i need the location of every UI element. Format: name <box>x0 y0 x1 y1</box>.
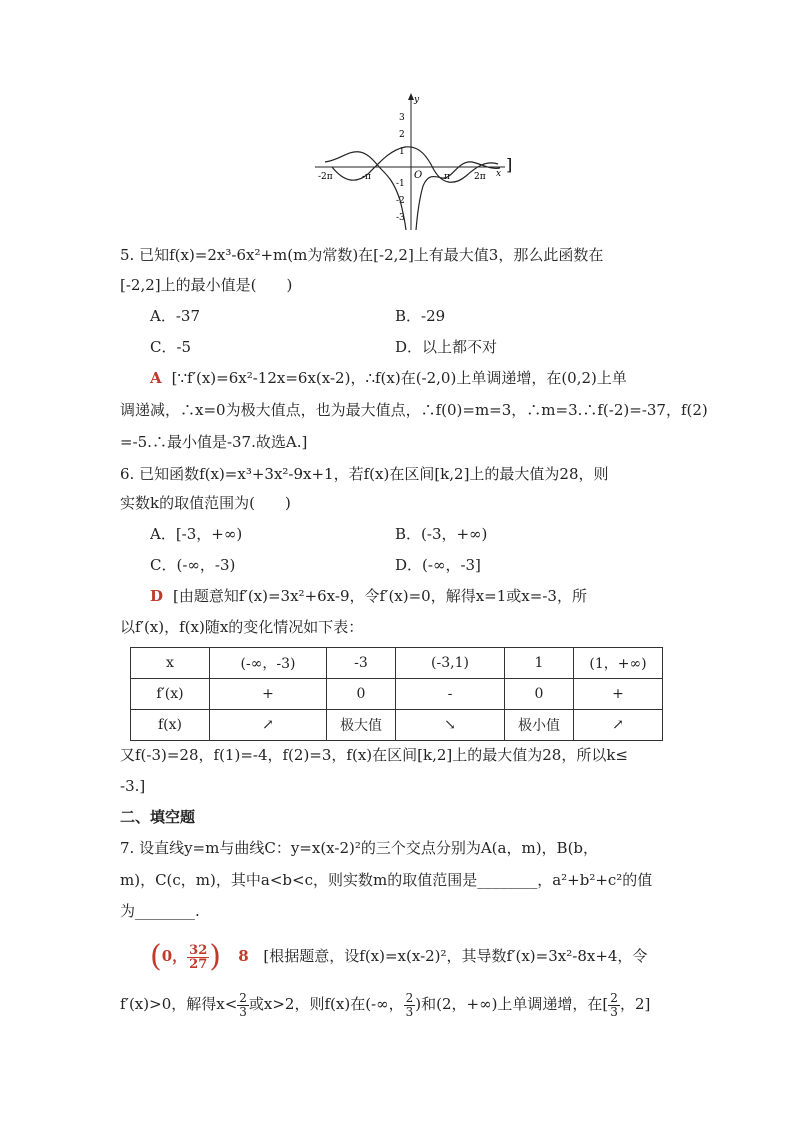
q5-solution-line2: 调递减，∴x=0为极大值点，也为最大值点，∴f(0)=m=3，∴m=3.∴f(-2)=-37，f(2) <box>120 401 708 419</box>
q6-option-d: D．(-∞，-3] <box>395 556 481 574</box>
table-cell: ↗ <box>210 710 327 741</box>
y-tick: 1 <box>399 147 405 157</box>
y-tick: -3 <box>396 213 405 223</box>
table-cell: + <box>574 679 663 710</box>
table-row <box>131 710 663 741</box>
function-graph <box>310 90 522 235</box>
q7-stem-line1: 7. 设直线y=m与曲线C：y=x(x-2)²的三个交点分别为A(a，m)，B(b， <box>120 839 599 857</box>
q7-solution-text: [根据题意，设f(x)=x(x-2)²，其导数f′(x)=3x²-8x+4，令 <box>263 947 648 965</box>
q5-option-c: C．-5 <box>150 338 192 356</box>
curve-right <box>416 162 500 230</box>
q6-solution-line1 <box>150 586 587 606</box>
graph-bracket: ] <box>506 155 513 174</box>
table-cell: (-∞，-3) <box>210 648 327 679</box>
q7-answer-2: 8 <box>238 947 249 965</box>
x-axis-label: x <box>496 169 502 179</box>
q6-solution-text: [由题意知f′(x)=3x²+6x-9，令f′(x)=0，解得x=1或x=-3，所 <box>173 587 587 605</box>
y-axis-label: y <box>414 95 420 105</box>
x-tick: -π <box>362 172 371 182</box>
q7-stem-line2: m)，C(c，m)，其中a<b<c，则实数m的取值范围是________，a²+b²+c²的值 <box>120 871 653 889</box>
table-cell: -3 <box>327 648 396 679</box>
table-row <box>131 648 663 679</box>
origin-label: O <box>414 170 423 181</box>
y-tick: -1 <box>396 179 405 189</box>
table-cell: x <box>131 648 210 679</box>
table-cell: (-3,1) <box>396 648 505 679</box>
q5-answer: A <box>150 369 162 387</box>
q5-option-b: B．-29 <box>395 307 446 325</box>
table-cell: ↗ <box>574 710 663 741</box>
q6-stem-line1: 6. 已知函数f(x)=x³+3x²-9x+1，若f(x)在区间[k,2]上的最大值为28，则 <box>120 465 609 483</box>
q7-solution-line2: f′(x)>0，解得x< $\frac{2}{3}$ 或x>2，则f(x)在(-∞， $\frac{2}{3}$ )和(2，+∞)上单调递增，在[ $\frac{2}{3}$ ，2] <box>120 990 651 1019</box>
q6-answer: D <box>150 587 164 605</box>
table-cell: 0 <box>327 679 396 710</box>
q6-option-c: C．(-∞，-3) <box>150 556 236 574</box>
q6-stem-line2: 实数k的取值范围为( ) <box>120 494 291 512</box>
x-tick: 2π <box>474 172 486 182</box>
q5-solution-line3: =-5.∴最小值是-37.故选A.] <box>120 433 308 451</box>
q6-solution-line4: -3.] <box>120 777 146 795</box>
table-row <box>131 679 663 710</box>
q6-solution-line3: 又f(-3)=28，f(1)=-4，f(2)=3，f(x)在区间[k,2]上的最大值为28，所以k≤ <box>120 746 628 764</box>
variation-table <box>130 647 663 741</box>
q5-solution-line1 <box>150 368 627 388</box>
q5-solution-text: [∵f′(x)=6x²-12x=6x(x-2)，∴f(x)在(-2,0)上单调递增，在(0,2)上单 <box>171 369 627 387</box>
table-cell: f′(x) <box>131 679 210 710</box>
table-cell: + <box>210 679 327 710</box>
q7-solution-line1 <box>150 938 647 975</box>
q5-option-d: D．以上都不对 <box>395 338 498 356</box>
x-tick: π <box>444 172 450 182</box>
table-cell: (1，+∞) <box>574 648 663 679</box>
q5-option-a: A．-37 <box>150 307 200 325</box>
table-cell: 极大值 <box>327 710 396 741</box>
q5-stem-line2: [-2,2]上的最小值是( ) <box>120 276 293 294</box>
table-cell: ↘ <box>396 710 505 741</box>
x-tick: -2π <box>318 172 333 182</box>
table-cell: 1 <box>505 648 574 679</box>
q5-stem-line1: 5. 已知f(x)=2x³-6x²+m(m为常数)在[-2,2]上有最大值3，那么此函数在 <box>120 246 604 264</box>
table-cell: - <box>396 679 505 710</box>
q7-answer-1: (0， $\frac{32}{27}$ ) <box>150 939 221 974</box>
table-cell: f(x) <box>131 710 210 741</box>
table-cell: 0 <box>505 679 574 710</box>
section-heading: 二、填空题 <box>120 808 196 826</box>
q6-option-a: A．[-3，+∞) <box>150 525 243 543</box>
q7-stem-line3: 为________. <box>120 902 200 920</box>
table-cell: 极小值 <box>505 710 574 741</box>
y-tick: 3 <box>399 113 405 123</box>
q6-solution-line2: 以f′(x)，f(x)随x的变化情况如下表： <box>120 618 364 636</box>
y-tick: -2 <box>396 196 405 206</box>
curve-left <box>325 152 406 230</box>
q6-option-b: B．(-3，+∞) <box>395 525 488 543</box>
y-tick: 2 <box>399 130 405 140</box>
